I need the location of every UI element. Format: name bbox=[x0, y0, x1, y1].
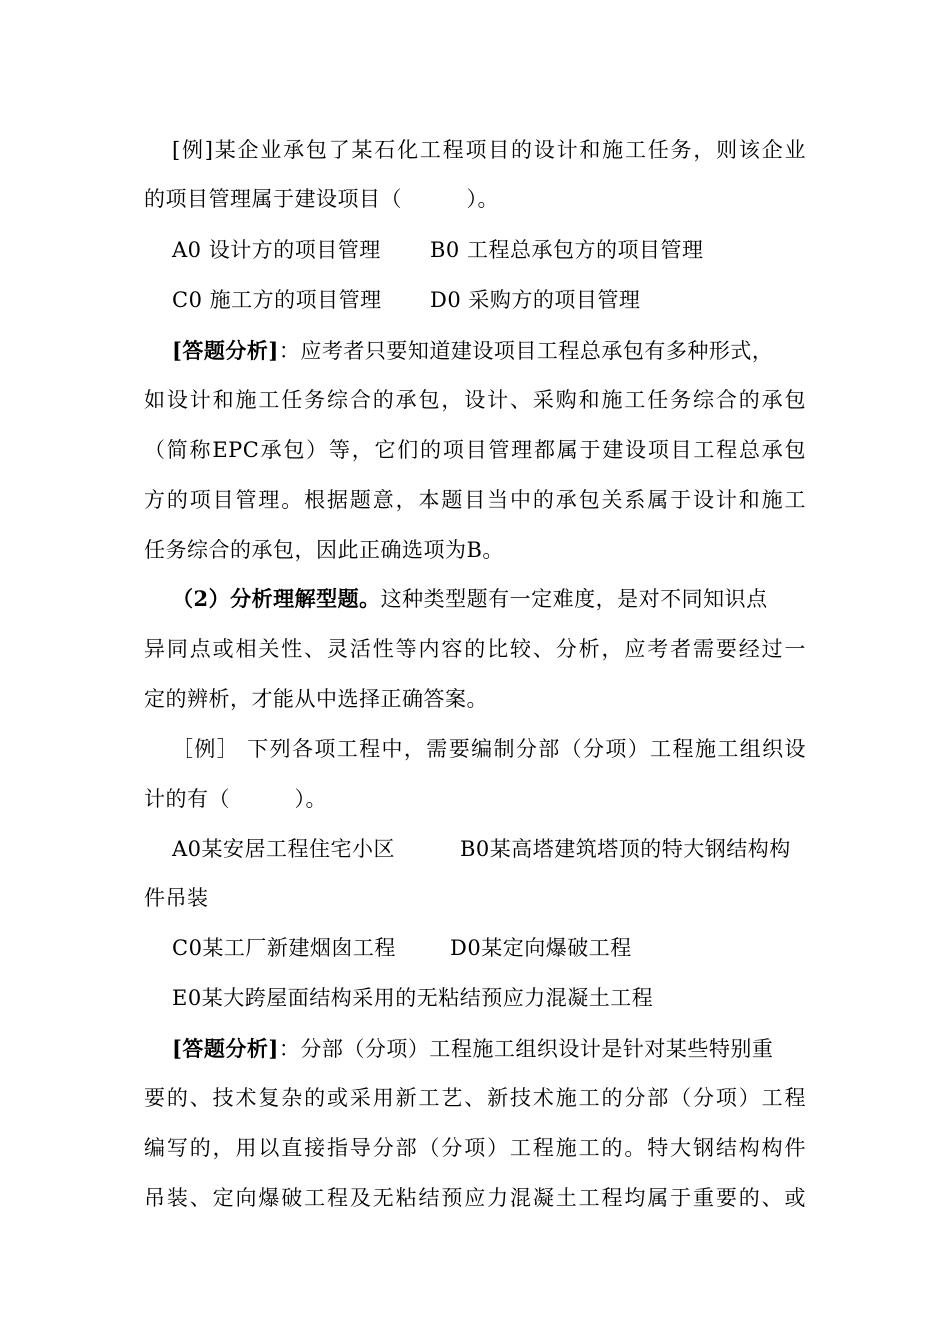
q2-option-d: D0某定向爆破工程 bbox=[450, 936, 632, 960]
q2-option-b-continued: 件吊装 bbox=[144, 886, 209, 910]
q2-option-e: E0某大跨屋面结构采用的无粘结预应力混凝土工程 bbox=[172, 986, 654, 1010]
a1-line-2: 如设计和施工任务综合的承包，设计、采购和施工任务综合的承包 bbox=[144, 388, 806, 412]
sec2-line-3: 定的辨析，才能从中选择正确答案。 bbox=[144, 687, 488, 711]
a1-line-1-text: ：应考者只要知道建设项目工程总承包有多种形式， bbox=[278, 339, 774, 363]
q2-line-2: 计的有（ ）。 bbox=[144, 787, 327, 811]
a2-line-3: 编写的，用以直接指导分部（分项）工程施工的。特大钢结构构件 bbox=[144, 1136, 806, 1160]
q2-option-c: C0某工厂新建烟囱工程 bbox=[172, 936, 396, 960]
q1-line-1: [例]某企业承包了某石化工程项目的设计和施工任务，则该企业 bbox=[172, 138, 806, 162]
a2-line-2: 要的、技术复杂的或采用新工艺、新技术施工的分部（分项）工程 bbox=[144, 1086, 806, 1110]
a1-analysis-label: [答题分析] bbox=[172, 338, 279, 363]
sec2-line-1-text: 这种类型题有一定难度，是对不同知识点 bbox=[380, 587, 768, 611]
sec2-line-1 bbox=[172, 584, 768, 614]
a2-line-4: 吊装、定向爆破工程及无粘结预应力混凝土工程均属于重要的、或 bbox=[144, 1186, 806, 1210]
q1-option-a: A0 设计方的项目管理 bbox=[172, 238, 381, 262]
q1-option-b: B0 工程总承包方的项目管理 bbox=[430, 238, 704, 262]
sec2-heading: （2）分析理解型题。 bbox=[172, 586, 381, 611]
q2-option-a: A0某安居工程住宅小区 bbox=[172, 837, 396, 861]
a2-analysis-label: [答题分析] bbox=[172, 1036, 279, 1061]
a1-line-5: 任务综合的承包，因此正确选项为B。 bbox=[144, 538, 504, 562]
a1-line-3: （简称EPC承包）等，它们的项目管理都属于建设项目工程总承包 bbox=[144, 438, 806, 462]
q2-option-b: B0某高塔建筑塔顶的特大钢结构构 bbox=[460, 837, 791, 861]
q1-option-c: C0 施工方的项目管理 bbox=[172, 288, 382, 312]
a2-line-1 bbox=[172, 1034, 773, 1064]
q1-option-d: D0 采购方的项目管理 bbox=[430, 288, 641, 312]
a1-line-1 bbox=[172, 336, 773, 366]
a1-line-4: 方的项目管理。根据题意，本题目当中的承包关系属于设计和施工 bbox=[144, 488, 806, 512]
q1-line-2: 的项目管理属于建设项目（ ）。 bbox=[144, 187, 499, 211]
a2-line-1-text: ：分部（分项）工程施工组织设计是针对某些特别重 bbox=[278, 1037, 774, 1061]
sec2-line-2: 异同点或相关性、灵活性等内容的比较、分析，应考者需要经过一 bbox=[144, 637, 806, 661]
q2-line-1: ［例］ 下列各项工程中，需要编制分部（分项）工程施工组织设 bbox=[172, 737, 806, 761]
